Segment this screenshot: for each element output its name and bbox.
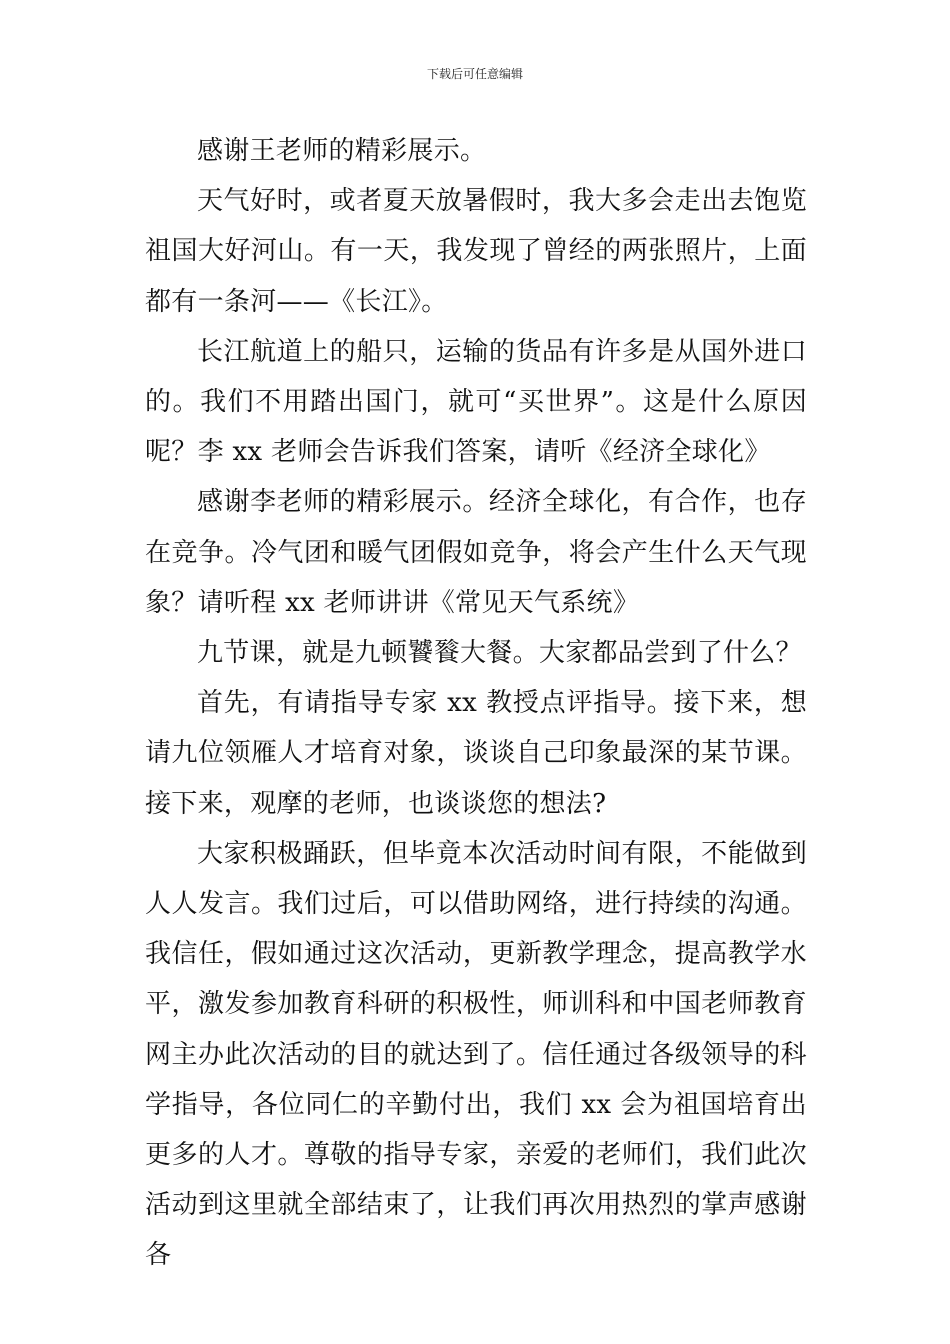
- paragraph-shipping-globalization: 长江航道上的船只，运输的货品有许多是从国外进口的。我们不用踏出国门，就可“买世界”。这是什么原因呢？李 xx 老师会告诉我们答案，请听《经济全球化》: [145, 336, 807, 468]
- page-header-note: 下载后可任意编辑: [426, 67, 523, 81]
- paragraph-nine-lessons: 九节课，就是九顿饕餮大餐。大家都品尝到了什么？: [197, 638, 802, 669]
- paragraph-expert-review: 首先，有请指导专家 xx 教授点评指导。接下来，想请九位领雁人才培育对象，谈谈自己印象最深的某节课。接下来，观摩的老师，也谈谈您的想法?: [145, 688, 807, 819]
- paragraph-thanks-wang: 感谢王老师的精彩展示。: [197, 136, 487, 166]
- paragraph-closing: 大家积极踊跃，但毕竟本次活动时间有限，不能做到人人发言。我们过后，可以借助网络，进行持续的沟通。我信任，假如通过这次活动，更新教学理念，提高教学水平，激发参加教育科研的积极性，师训科和中国老师教育网主办此次活动的目的就达到了。信任通过各级领导的科学指导，各位同仁的辛勤付出，我们 xx 会为祖国培育出更多的人才。尊敬的指导专家，亲爱的老师们，我们此次活动到这里就全部结束了，让我们再次用热烈的掌声感谢各: [145, 838, 807, 1271]
- document-body: [145, 126, 807, 1281]
- paragraph-thanks-li-weather: 感谢李老师的精彩展示。经济全球化，有合作，也存在竞争。冷气团和暖气团假如竞争，将会产生什么天气现象？请听程 xx 老师讲讲《常见天气系统》: [145, 487, 807, 618]
- paragraph-yangtze-photos: 天气好时，或者夏天放暑假时，我大多会走出去饱览祖国大好河山。有一天，我发现了曾经的两张照片，上面都有一条河——《长江》。: [145, 186, 807, 317]
